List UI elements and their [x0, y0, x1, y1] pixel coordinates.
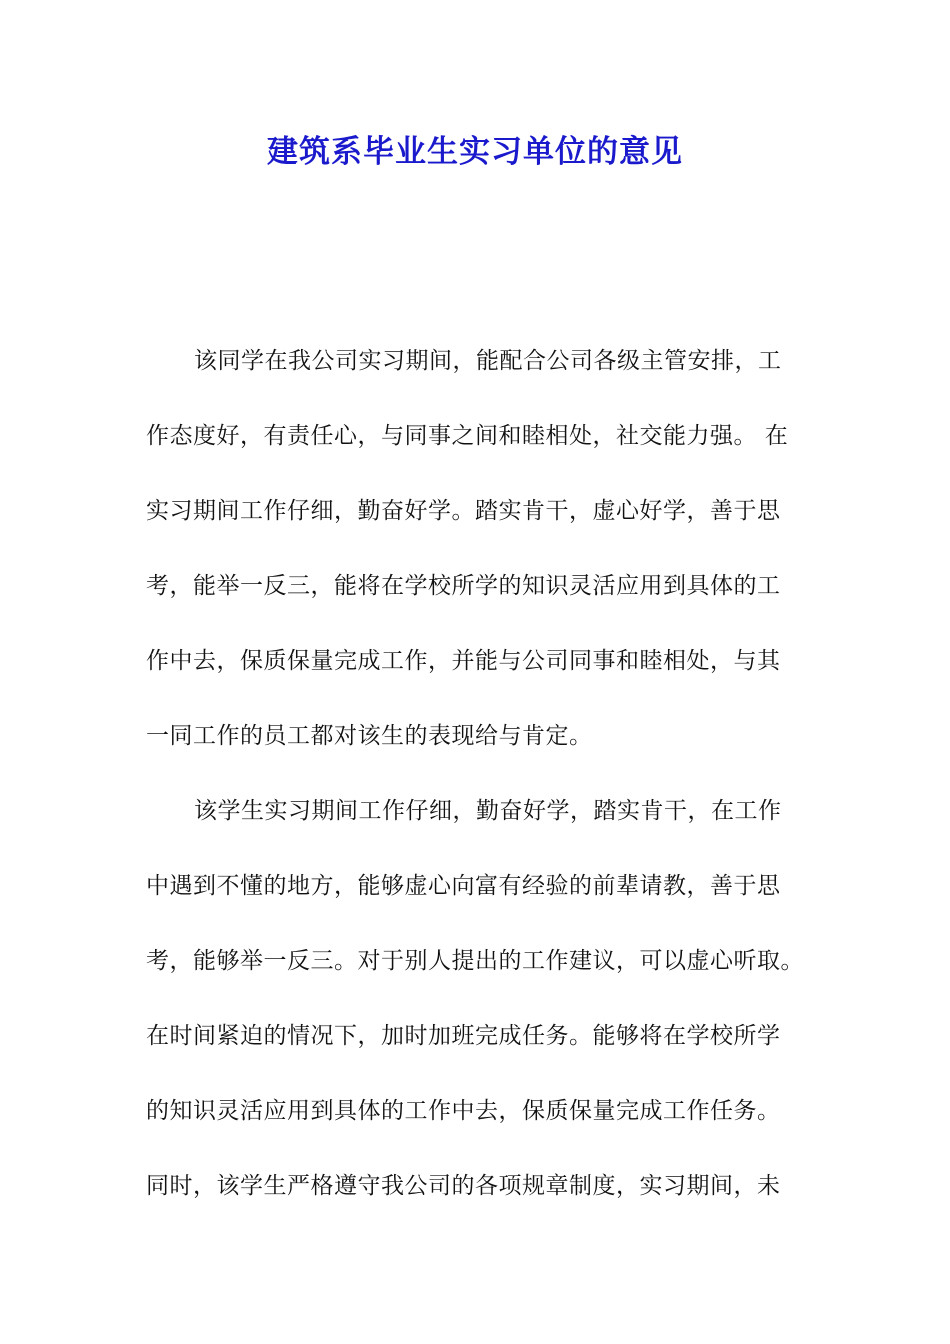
paragraph-2-line-2: 中遇到不懂的地方，能够虚心向富有经验的前辈请教，善于思 [146, 873, 781, 899]
paragraph-2-line-5: 的知识灵活应用到具体的工作中去，保质保量完成工作任务。 [146, 1098, 781, 1124]
paragraph-1-line-5: 作中去，保质保量完成工作，并能与公司同事和睦相处，与其 [146, 648, 781, 674]
paragraph-2-line-6: 同时，该学生严格遵守我公司的各项规章制度，实习期间，未 [146, 1173, 781, 1199]
document-title: 建筑系毕业生实习单位的意见 [267, 134, 683, 170]
paragraph-2-line-4: 在时间紧迫的情况下，加时加班完成任务。能够将在学校所学 [146, 1023, 781, 1049]
paragraph-1-line-3: 实习期间工作仔细，勤奋好学。踏实肯干，虚心好学，善于思 [146, 498, 781, 524]
paragraph-1-line-2: 作态度好，有责任心，与同事之间和睦相处，社交能力强。 在 [146, 423, 789, 449]
paragraph-1-line-1: 该同学在我公司实习期间，能配合公司各级主管安排，工 [194, 348, 782, 374]
paragraph-2-line-3: 考，能够举一反三。对于别人提出的工作建议，可以虚心听取。 [146, 948, 804, 974]
paragraph-2-line-1: 该学生实习期间工作仔细，勤奋好学，踏实肯干，在工作 [194, 798, 782, 824]
paragraph-1-line-6: 一同工作的员工都对该生的表现给与肯定。 [146, 723, 593, 749]
paragraph-1-line-4: 考，能举一反三，能将在学校所学的知识灵活应用到具体的工 [146, 573, 781, 599]
